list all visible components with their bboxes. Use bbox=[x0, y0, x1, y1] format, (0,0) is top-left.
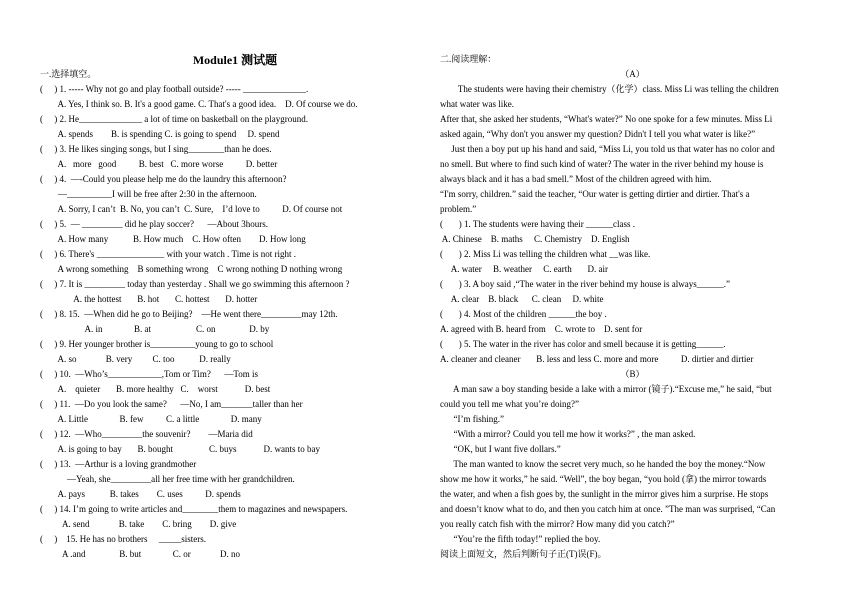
exam-line: ( ) 14. I’m going to write articles and________them to magazines and newspapers. bbox=[40, 504, 348, 514]
exam-line: A. Yes, I think so. B. It's a good game. C. That's a good idea. D. Of course we do. bbox=[40, 99, 358, 109]
exam-line: A. send B. take C. bring D. give bbox=[40, 519, 237, 529]
exam-line: A. quieter B. more healthy C. worst D. best bbox=[40, 384, 271, 394]
exam-line: ( ) 7. It is _________ today than yesterday . Shall we go swimming this afternoon ? bbox=[40, 279, 350, 289]
reading-line: A. water B. weather C. earth D. air bbox=[440, 264, 608, 274]
reading-line: A. cleaner and cleaner B. less and less C. more and more D. dirtier and dirtier bbox=[440, 354, 754, 364]
reading-line: The man wanted to know the secret very much, so he handed the boy the money.“Now bbox=[440, 459, 766, 469]
reading-line: you really catch fish with the mirror? How many did you catch?” bbox=[440, 519, 675, 529]
exam-line: ( ) 2. He______________ a lot of time on basketball on the playground. bbox=[40, 114, 308, 124]
exam-line: A. Sorry, I can’t B. No, you can’t C. Sure, I’d love to D. Of course not bbox=[40, 204, 343, 214]
exam-line: A wrong something B something wrong C wrong nothing D nothing wrong bbox=[40, 264, 343, 274]
exam-line: ( ) 8. 15. —When did he go to Beijing? —He went there_________may 12th. bbox=[40, 309, 338, 319]
reading-line: Just then a boy put up his hand and said, “Miss Li, you told us that water has no color and bbox=[440, 144, 775, 154]
exam-line: A. is going to bay B. bought C. buys D. wants to bay bbox=[40, 444, 321, 454]
exam-line: ( ) 13. —Arthur is a loving grandmother bbox=[40, 459, 197, 469]
reading-line: problem.” bbox=[440, 204, 477, 214]
exam-line: ( ) 15. He has no brothers _____sisters. bbox=[40, 534, 206, 544]
exam-line: A. so B. very C. too D. really bbox=[40, 354, 231, 364]
reading-line: and doesn’t know what to do, and then you catch him at once. ”The man was surprised, “Can bbox=[440, 504, 776, 514]
reading-line: “I’m fishing.” bbox=[440, 414, 504, 424]
reading-line: asked again, “Why don't you answer my question? Didn't I tell you what water is like?” bbox=[440, 129, 756, 139]
reading-line: ( ) 3. A boy said ,“The water in the river behind my house is always______.” bbox=[440, 279, 730, 289]
reading-line: 阅读上面短文，然后判断句子正(T)误(F)。 bbox=[440, 549, 607, 559]
reading-line: After that, she asked her students, “What's water?” No one spoke for a few minutes. Miss Li bbox=[440, 114, 773, 124]
exam-line: A. in B. at C. on D. by bbox=[40, 324, 270, 334]
exam-line: ( ) 11. —Do you look the same? —No, I am_______taller than her bbox=[40, 399, 303, 409]
reading-line: what water was like. bbox=[440, 99, 514, 109]
exam-line: A. the hottest B. hot C. hottest D. hotter bbox=[40, 294, 258, 304]
reading-line: the water, and when a fish goes by, the sunlight in the mirror gives him a surprise. He stops bbox=[440, 489, 769, 499]
exam-line: A. pays B. takes C. uses D. spends bbox=[40, 489, 241, 499]
exam-line: A. more good B. best C. more worse D. better bbox=[40, 159, 278, 169]
exam-line: ( ) 12. —Who_________the souvenir? —Maria did bbox=[40, 429, 253, 439]
reading-line: A. Chinese B. maths C. Chemistry D. English bbox=[440, 234, 630, 244]
exam-line: —__________I will be free after 2:30 in the afternoon. bbox=[40, 189, 257, 199]
passage-a-label: （A） bbox=[620, 69, 645, 79]
reading-line: The students were having their chemistry（化学）class. Miss Li was telling the children bbox=[440, 84, 779, 94]
reading-line: A. clear B. black C. clean D. white bbox=[440, 294, 604, 304]
reading-line: no smell. But where to find such kind of water? The water in the river behind my house is bbox=[440, 159, 764, 169]
reading-line: “I'm sorry, children.” said the teacher, “Our water is getting dirtier and dirtier. That's a bbox=[440, 189, 750, 199]
reading-line: show me how it works,” he said. “Well”, the boy began, “you hold (拿) the mirror towards bbox=[440, 474, 767, 484]
exam-line: ( ) 1. ----- Why not go and play football outside? ----- ______________. bbox=[40, 84, 309, 94]
reading-line: ( ) 4. Most of the children ______the boy . bbox=[440, 309, 607, 319]
exam-line: —Yeah, she_________all her free time with her grandchildren. bbox=[40, 474, 295, 484]
exam-line: A .and B. but C. or D. no bbox=[40, 549, 241, 559]
reading-line: A man saw a boy standing beside a lake with a mirror (镜子).“Excuse me,” he said, “but bbox=[440, 384, 772, 394]
reading-line: “OK, but I want five dollars.” bbox=[440, 444, 561, 454]
reading-line: ( ) 2. Miss Li was telling the children what __was like. bbox=[440, 249, 651, 259]
exam-line: A. Little B. few C. a little D. many bbox=[40, 414, 262, 424]
section-heading-choice: 一.选择填空。 bbox=[40, 69, 97, 79]
exam-line: A. spends B. is spending C. is going to spend D. spend bbox=[40, 129, 280, 139]
exam-line: ( ) 6. There's _______________ with your watch . Time is not right . bbox=[40, 249, 296, 259]
reading-line: A. agreed with B. heard from C. wrote to D. sent for bbox=[440, 324, 643, 334]
exam-line: A. How many B. How much C. How often D. How long bbox=[40, 234, 306, 244]
exam-line: ( ) 10. —Who’s____________,Tom or Tim? —Tom is bbox=[40, 369, 258, 379]
reading-line: “You’re the fifth today!” replied the boy. bbox=[440, 534, 601, 544]
exam-line: ( ) 9. Her younger brother is__________young to go to school bbox=[40, 339, 274, 349]
reading-line: ( ) 1. The students were having their ______class . bbox=[440, 219, 636, 229]
passage-b-label: （B） bbox=[620, 369, 645, 379]
exam-line: ( ) 4. —-Could you please help me do the laundry this afternoon? bbox=[40, 174, 287, 184]
reading-line: could you tell me what you’re doing?” bbox=[440, 399, 579, 409]
page-title: Module1 测试题 bbox=[192, 53, 278, 67]
reading-line: ( ) 5. The water in the river has color and smell because it is getting______. bbox=[440, 339, 726, 349]
reading-line: “With a mirror? Could you tell me how it works?” , the man asked. bbox=[440, 429, 696, 439]
section-heading-reading: 二.阅读理解： bbox=[440, 54, 497, 64]
reading-line: always black and it has a bad smell.” Most of the children agreed with him. bbox=[440, 174, 712, 184]
exam-line: ( ) 5. — _________ did he play soccer? —About 3hours. bbox=[40, 219, 268, 229]
exam-line: ( ) 3. He likes singing songs, but I sing________than he does. bbox=[40, 144, 272, 154]
